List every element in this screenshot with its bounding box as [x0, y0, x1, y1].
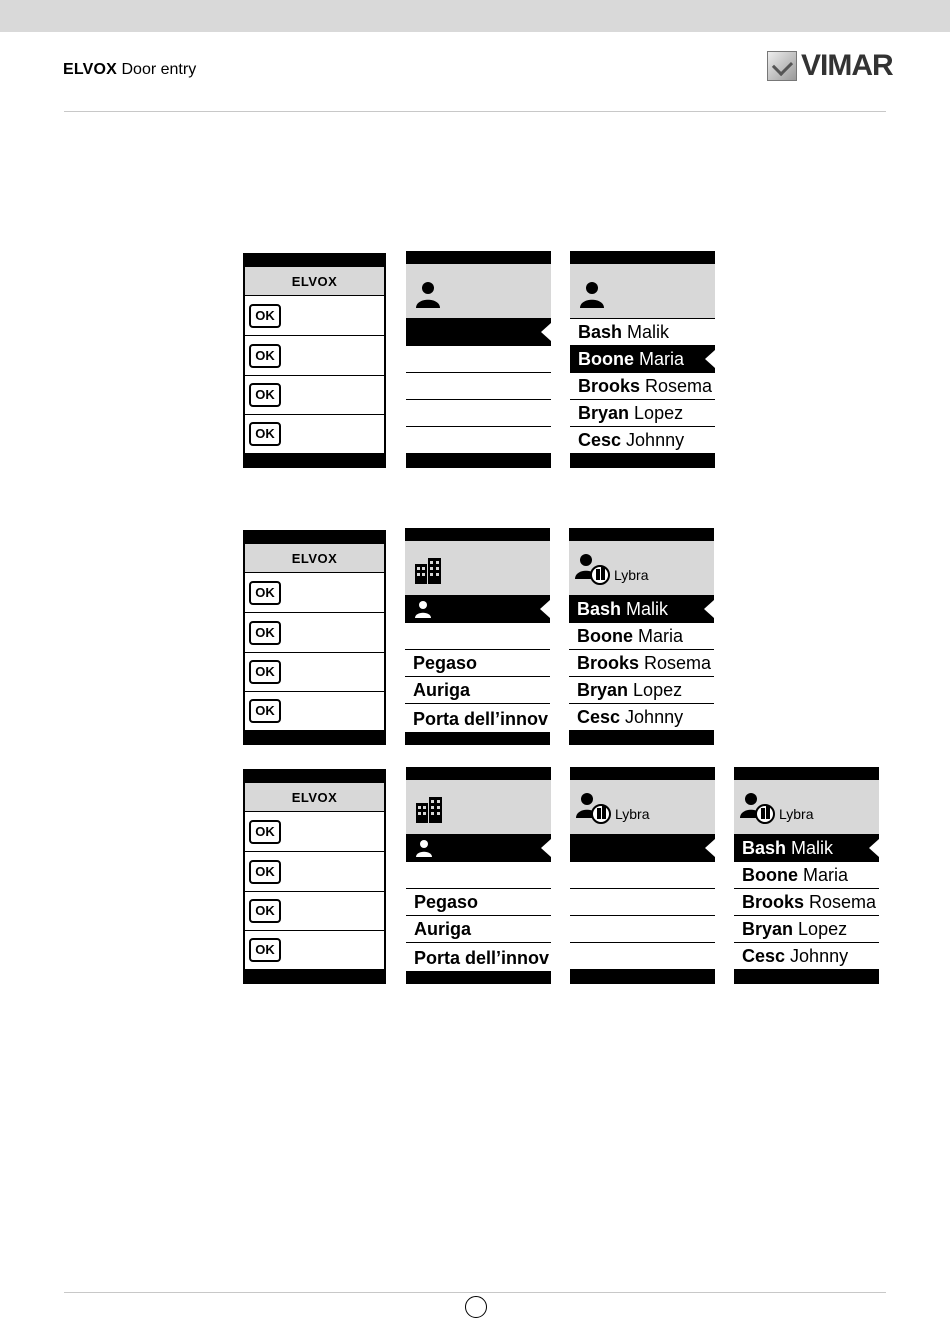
person-building-icon: [575, 792, 613, 824]
ok-button[interactable]: OK: [249, 938, 281, 962]
ok-button[interactable]: OK: [249, 383, 281, 407]
list-item[interactable]: Cesc Johnny: [569, 704, 714, 730]
ok-row[interactable]: [245, 573, 384, 613]
list-item[interactable]: [570, 916, 715, 942]
location-label: Lybra: [614, 567, 649, 583]
list-item[interactable]: [406, 862, 551, 888]
ok-row[interactable]: [245, 336, 384, 376]
ok-row[interactable]: [245, 852, 384, 892]
ok-button[interactable]: OK: [249, 899, 281, 923]
ok-row[interactable]: [245, 296, 384, 336]
list-item[interactable]: [570, 889, 715, 915]
list-item[interactable]: [405, 596, 550, 622]
elvox-label: ELVOX: [291, 551, 338, 566]
person-icon: [414, 280, 442, 308]
list-item[interactable]: Pegaso: [405, 650, 550, 676]
ok-button[interactable]: OK: [249, 621, 281, 645]
screen-building-list-2: [406, 767, 551, 984]
location-label: Lybra: [615, 806, 650, 822]
selection-arrow-icon: [705, 839, 715, 857]
list-item[interactable]: [406, 319, 551, 345]
ok-row[interactable]: [245, 415, 384, 454]
list-item[interactable]: Bryan Lopez: [569, 677, 714, 703]
person-icon: [415, 839, 433, 857]
list-item[interactable]: Bash Malik: [569, 596, 714, 622]
list-item[interactable]: Cesc Johnny: [734, 943, 879, 969]
elvox-label: ELVOX: [291, 790, 338, 805]
building-icon: [414, 795, 444, 823]
list-item[interactable]: Pegaso: [406, 889, 551, 915]
selection-arrow-icon: [705, 350, 715, 368]
list-item[interactable]: Boone Maria: [734, 862, 879, 888]
screen-person-names: [570, 251, 715, 468]
list-item[interactable]: Porta dell’innov: [405, 704, 550, 732]
selection-arrow-icon: [869, 839, 879, 857]
ok-row[interactable]: [245, 376, 384, 415]
list-item[interactable]: [406, 373, 551, 399]
ok-button[interactable]: OK: [249, 660, 281, 684]
ok-button[interactable]: OK: [249, 581, 281, 605]
list-item[interactable]: Brooks Rosema: [569, 650, 714, 676]
screen-elvox-2: [243, 530, 386, 745]
ok-row[interactable]: [245, 653, 384, 692]
ok-row[interactable]: [245, 613, 384, 653]
list-item[interactable]: Porta dell’innov: [406, 943, 551, 971]
list-item[interactable]: Boone Maria: [570, 346, 715, 372]
ok-row[interactable]: [245, 931, 384, 970]
list-item[interactable]: Cesc Johnny: [570, 427, 715, 453]
page-number-circle: [465, 1296, 487, 1318]
list-item[interactable]: Bryan Lopez: [734, 916, 879, 942]
building-icon: [413, 556, 443, 584]
list-item[interactable]: [406, 400, 551, 426]
list-item[interactable]: Auriga: [405, 677, 550, 703]
list-item[interactable]: Brooks Rosema: [570, 373, 715, 399]
location-label: Lybra: [779, 806, 814, 822]
selection-arrow-icon: [704, 600, 714, 618]
selection-arrow-icon: [541, 839, 551, 857]
list-item[interactable]: Bash Malik: [734, 835, 879, 861]
screen-building-list: [405, 528, 550, 745]
list-item[interactable]: [570, 943, 715, 969]
list-item[interactable]: [405, 623, 550, 649]
top-bar: [0, 0, 950, 32]
screen-person-empty: [406, 251, 551, 468]
screen-lybra-names-2: [734, 767, 879, 984]
screen-elvox-1: [243, 253, 386, 468]
list-item[interactable]: Auriga: [406, 916, 551, 942]
list-item[interactable]: [406, 835, 551, 861]
ok-button[interactable]: OK: [249, 699, 281, 723]
screen-lybra-names: [569, 528, 714, 745]
vimar-logo-icon: [767, 51, 797, 81]
list-item[interactable]: Boone Maria: [569, 623, 714, 649]
elvox-label: ELVOX: [291, 274, 338, 289]
list-item[interactable]: Bryan Lopez: [570, 400, 715, 426]
list-item[interactable]: [570, 862, 715, 888]
ok-row[interactable]: [245, 892, 384, 931]
ok-button[interactable]: OK: [249, 304, 281, 328]
ok-button[interactable]: OK: [249, 344, 281, 368]
ok-row[interactable]: [245, 692, 384, 731]
person-icon: [578, 280, 606, 308]
screen-elvox-3: [243, 769, 386, 984]
list-item[interactable]: [406, 427, 551, 453]
person-icon: [414, 600, 432, 618]
vimar-logo: VIMAR: [767, 50, 893, 82]
ok-button[interactable]: OK: [249, 422, 281, 446]
header-divider: [64, 111, 886, 112]
selection-arrow-icon: [540, 600, 550, 618]
person-building-icon: [739, 792, 777, 824]
person-building-icon: [574, 553, 612, 585]
ok-button[interactable]: OK: [249, 860, 281, 884]
footer-divider: [64, 1292, 886, 1293]
list-item[interactable]: [406, 346, 551, 372]
ok-row[interactable]: [245, 812, 384, 852]
screen-lybra-empty: [570, 767, 715, 984]
list-item[interactable]: Brooks Rosema: [734, 889, 879, 915]
brand-title: ELVOX Door entry: [63, 61, 197, 78]
list-item[interactable]: Bash Malik: [570, 319, 715, 345]
ok-button[interactable]: OK: [249, 820, 281, 844]
list-item[interactable]: [570, 835, 715, 861]
selection-arrow-icon: [541, 323, 551, 341]
